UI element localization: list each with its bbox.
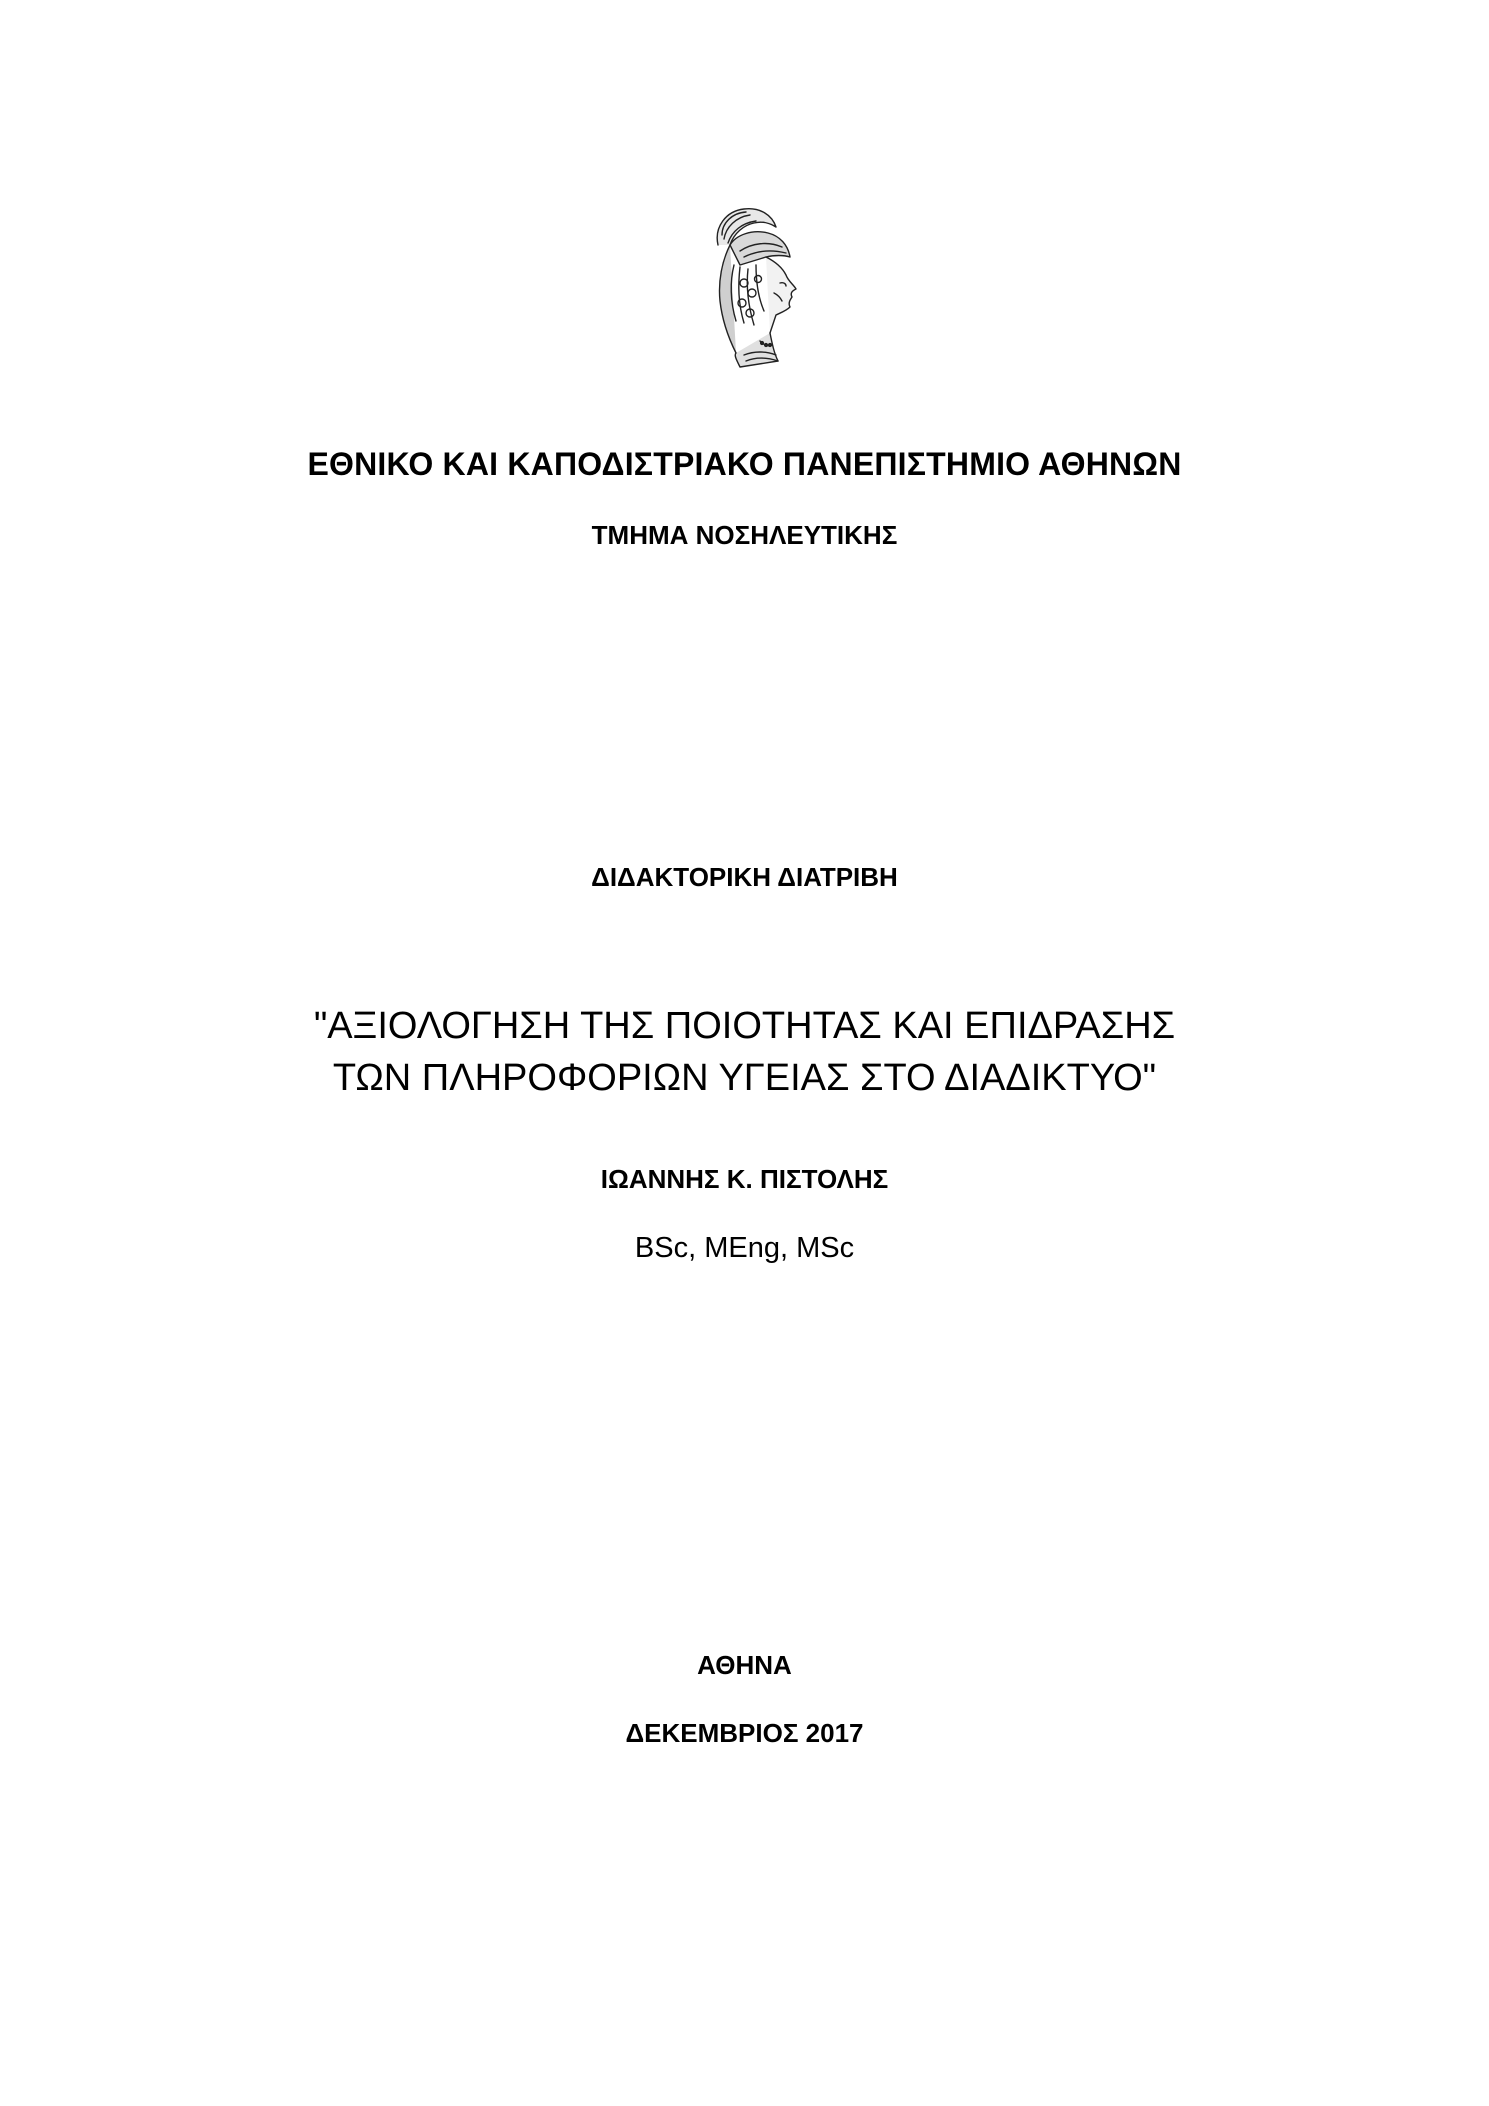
department-name: ΤΜΗΜΑ ΝΟΣΗΛΕΥΤΙΚΗΣ bbox=[591, 520, 898, 550]
university-name: ΕΘΝΙΚΟ ΚΑΙ ΚΑΠΟΔΙΣΤΡΙΑΚΟ ΠΑΝΕΠΙΣΤΗΜΙΟ ΑΘΗΝΩΝ bbox=[307, 446, 1182, 482]
publication-date: ΔΕΚΕΜΒΡΙΟΣ 2017 bbox=[625, 1718, 864, 1748]
author-name: ΙΩΑΝΝΗΣ Κ. ΠΙΣΤΟΛΗΣ bbox=[600, 1164, 889, 1194]
athena-helmet-emblem-icon bbox=[700, 205, 810, 375]
thesis-title-line-2: ΤΩΝ ΠΛΗΡΟΦΟΡΙΩΝ ΥΓΕΙΑΣ ΣΤΟ ΔΙΑΔΙΚΤΥΟ" bbox=[332, 1057, 1157, 1099]
document-type: ΔΙΔΑΚΤΟΡΙΚΗ ΔΙΑΤΡΙΒΗ bbox=[591, 862, 898, 892]
author-degrees: BSc, MEng, MSc bbox=[634, 1232, 855, 1264]
city: ΑΘΗΝΑ bbox=[697, 1650, 792, 1680]
thesis-title bbox=[0, 1000, 1489, 1104]
thesis-title-line-1: "ΑΞΙΟΛΟΓΗΣΗ ΤΗΣ ΠΟΙΟΤΗΤΑΣ ΚΑΙ ΕΠΙΔΡΑΣΗΣ bbox=[313, 1005, 1176, 1047]
